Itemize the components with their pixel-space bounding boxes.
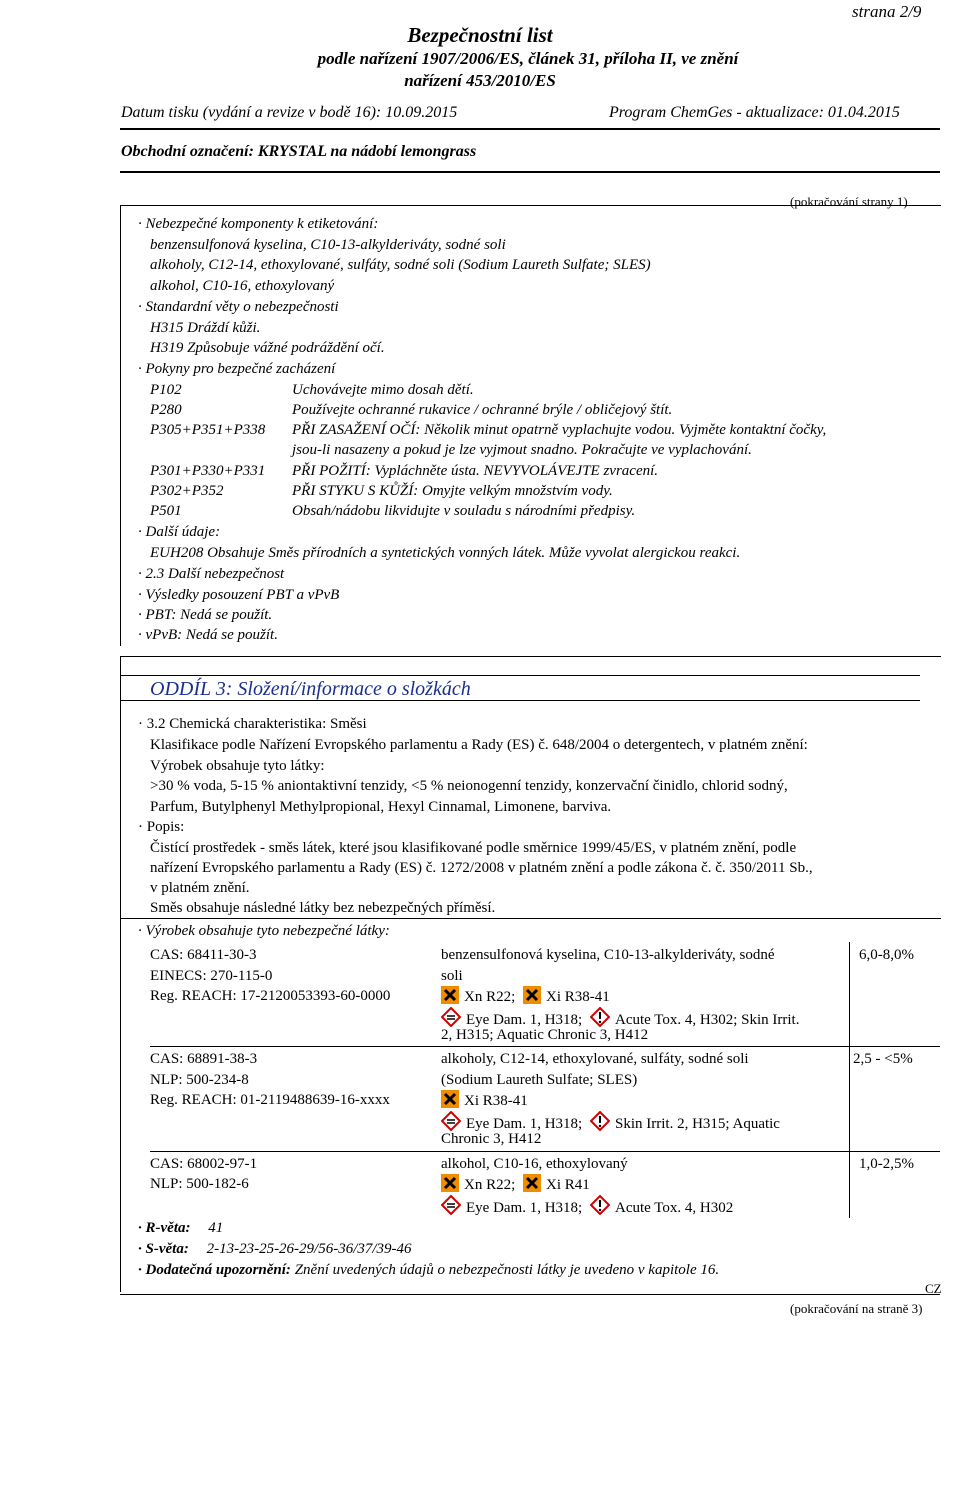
precaution-code: P301+P330+P331: [150, 463, 266, 479]
description-line-3: v platném znění.: [150, 880, 250, 896]
dsd-classification: [441, 986, 610, 1007]
precaution-code: P280: [150, 402, 182, 418]
description-line-4: Směs obsahuje následné látky bez nebezpečných příměsí.: [150, 900, 496, 916]
clp-eye-dam: Eye Dam. 1, H318;: [466, 1012, 583, 1028]
clp-classification-continued: 2, H315; Aquatic Chronic 3, H412: [441, 1027, 649, 1043]
clp-acute-tox: Acute Tox. 4, H302: [614, 1200, 734, 1216]
exclamation-diamond-icon: [590, 1195, 610, 1215]
precaution-code: P501: [150, 503, 182, 519]
s-phrase-value: 2-13-23-25-26-29/56-36/37/39-46: [206, 1241, 412, 1257]
corrosion-diamond-icon: [441, 1195, 461, 1215]
substance-name: benzensulfonová kyselina, C10-13-alkylderiváty, sodné: [441, 947, 775, 963]
precaution-text: PŘI ZASAŽENÍ OČÍ: Několik minut opatrně vyplachujte vodou. Vyjměte kontaktní čočky,: [292, 422, 827, 438]
dsd-xi: Xi R38-41: [464, 1093, 528, 1109]
clp-classification: [441, 1195, 733, 1218]
classification-line-3: >30 % voda, 5-15 % aniontaktivní tenzidy, <5 % neionogenní tenzidy, konzervační činidlo, chlorid sodný,: [150, 778, 788, 794]
corrosion-diamond-icon: [441, 1007, 461, 1027]
precaution-text: Obsah/nádobu likvidujte v souladu s národními předpisy.: [292, 503, 636, 519]
dsd-classification: [441, 1174, 590, 1195]
exclamation-diamond-icon: [590, 1007, 610, 1027]
vpvb-value: Nedá se použít.: [185, 627, 278, 643]
concentration: 1,0-2,5%: [859, 1156, 914, 1172]
substance-name: alkoholy, C12-14, ethoxylované, sulfáty, sodné soli: [441, 1051, 749, 1067]
pbt-value: Nedá se použít.: [180, 607, 273, 623]
other-hazards-heading: · 2.3 Další nebezpečnost: [138, 566, 285, 582]
additional-notes-line: [138, 1260, 719, 1280]
description-line-1: Čistící prostředek - směs látek, které jsou klasifikované podle směrnice 1999/45/ES, v platném znění, podle: [150, 840, 797, 856]
footer-rule: [120, 1294, 940, 1295]
s-phrase-label: · S-věta:: [138, 1241, 189, 1257]
s-phrase-line: [138, 1239, 412, 1259]
precaution-code: P102: [150, 382, 182, 398]
hazard-h319: H319 Způsobuje vážné podráždění očí.: [150, 340, 385, 356]
document-title: Bezpečnostní list: [407, 23, 553, 47]
table-row-divider: [150, 1151, 940, 1152]
irritant-cross-icon: [441, 1090, 459, 1108]
component-2: alkoholy, C12-14, ethoxylované, sulfáty, sodné soli (Sodium Laureth Sulfate; SLES): [150, 257, 651, 273]
clp-eye-dam: Eye Dam. 1, H318;: [466, 1116, 583, 1132]
component-3: alkohol, C10-16, ethoxylovaný: [150, 278, 335, 294]
classification-line-4: Parfum, Butylphenyl Methylpropional, Hexyl Cinnamal, Limonene, barviva.: [150, 799, 612, 815]
precaution-text: Uchovávejte mimo dosah dětí.: [292, 382, 474, 398]
description-heading: · Popis:: [138, 819, 185, 835]
chemical-characterization-heading: · 3.2 Chemická charakteristika: Směsi: [138, 716, 367, 732]
harmful-cross-icon: [441, 986, 459, 1004]
pbt-line: [138, 605, 272, 625]
header-rule: [120, 128, 940, 130]
harmful-cross-icon: [441, 1174, 459, 1192]
concentration: 2,5 - <5%: [853, 1051, 913, 1067]
classification-line-1: Klasifikace podle Nařízení Evropského parlamentu a Rady (ES) č. 648/2004 o detergentech, v platném znění:: [150, 737, 808, 753]
components-heading: · Nebezpečné komponenty k etiketování:: [138, 216, 379, 232]
cas-number: CAS: 68411-30-3: [150, 947, 257, 963]
substance-name-continued: (Sodium Laureth Sulfate; SLES): [441, 1072, 638, 1088]
additional-notes-label: · Dodatečná upozornění:: [138, 1262, 291, 1278]
print-date: Datum tisku (vydání a revize v bodě 16): 10.09.2015: [121, 104, 458, 121]
precautions-heading: · Pokyny pro bezpečné zacházení: [138, 361, 336, 377]
additional-notes-value: Znění uvedených údajů o nebezpečnosti látky je uvedeno v kapitole 16.: [294, 1262, 720, 1278]
dsd-xn: Xn R22;: [464, 989, 516, 1005]
r-phrase-label: · R-věta:: [138, 1220, 191, 1236]
nlp-number: NLP: 500-182-6: [150, 1176, 249, 1192]
cas-number: CAS: 68002-97-1: [150, 1156, 258, 1172]
nlp-number: NLP: 500-234-8: [150, 1072, 249, 1088]
clp-acute-tox: Acute Tox. 4, H302; Skin Irrit.: [614, 1012, 800, 1028]
hazard-statements-heading: · Standardní věty o nebezpečnosti: [138, 299, 339, 315]
pbt-assessment-heading: · Výsledky posouzení PBT a vPvB: [138, 587, 340, 603]
regulation-line-1: podle nařízení 1907/2006/ES, článek 31, příloha II, ve znění: [317, 49, 739, 68]
euh208-statement: EUH208 Obsahuje Směs přírodních a syntetických vonných látek. Může vyvolat alergickou reakci.: [150, 545, 741, 561]
other-info-heading: · Další údaje:: [138, 524, 221, 540]
component-1: benzensulfonová kyselina, C10-13-alkylderiváty, sodné soli: [150, 237, 506, 253]
continued-to: (pokračování na straně 3): [790, 1301, 923, 1316]
program-version: Program ChemGes - aktualizace: 01.04.2015: [609, 104, 900, 121]
clp-eye-dam: Eye Dam. 1, H318;: [466, 1200, 583, 1216]
precaution-text-continued: jsou-li nasazeny a pokud je lze vyjmout snadno. Pokračujte ve vyplachování.: [292, 442, 752, 458]
corrosion-diamond-icon: [441, 1111, 461, 1131]
dsd-xn: Xn R22;: [464, 1177, 516, 1193]
irritant-cross-icon: [523, 986, 541, 1004]
precaution-text: PŘI POŽITÍ: Vypláchněte ústa. NEVYVOLÁVEJTE zvracení.: [292, 463, 659, 479]
r-phrase-line: [138, 1218, 223, 1238]
table-column-divider: [849, 942, 850, 1218]
substance-name-continued: soli: [441, 968, 463, 984]
concentration: 6,0-8,0%: [859, 947, 914, 963]
cas-number: CAS: 68891-38-3: [150, 1051, 258, 1067]
vpvb-line: [138, 625, 278, 645]
clp-skin-irrit: Skin Irrit. 2, H315; Aquatic: [614, 1116, 780, 1132]
language-code: CZ: [925, 1281, 942, 1296]
reach-number: Reg. REACH: 01-2119488639-16-xxxx: [150, 1092, 390, 1108]
precaution-text: Používejte ochranné rukavice / ochranné brýle / obličejový štít.: [292, 402, 673, 418]
trade-name-rule: [120, 171, 940, 173]
description-line-2: nařízení Evropského parlamentu a Rady (ES) č. 1272/2008 v platném znění a podle zákona č. č. 350/2011 Sb.,: [150, 860, 813, 876]
dsd-classification: [441, 1090, 528, 1111]
pbt-label: · PBT:: [138, 607, 177, 623]
dsd-xi: Xi R41: [546, 1177, 590, 1193]
precaution-text: PŘI STYKU S KŮŽÍ: Omyjte velkým množstvím vody.: [292, 483, 613, 499]
regulation-line-2: nařízení 453/2010/ES: [404, 71, 556, 90]
page-number: strana 2/9: [852, 2, 922, 21]
r-phrase-value: 41: [208, 1220, 224, 1236]
hazardous-substances-heading: · Výrobek obsahuje tyto nebezpečné látky:: [138, 923, 390, 939]
irritant-cross-icon: [523, 1174, 541, 1192]
table-row-divider: [150, 1046, 940, 1047]
section-3-title: ODDÍL 3: Složení/informace o složkách: [121, 675, 920, 701]
reach-number: Reg. REACH: 17-2120053393-60-0000: [150, 988, 391, 1004]
hazard-h315: H315 Dráždí kůži.: [150, 320, 261, 336]
classification-line-2: Výrobek obsahuje tyto látky:: [150, 758, 325, 774]
trade-name: Obchodní označení: KRYSTAL na nádobí lemongrass: [121, 143, 477, 160]
clp-classification-continued: Chronic 3, H412: [441, 1131, 542, 1147]
einecs-number: EINECS: 270-115-0: [150, 968, 273, 984]
precaution-code: P302+P352: [150, 483, 224, 499]
continued-from: (pokračování strany 1): [790, 194, 908, 209]
substance-name: alkohol, C10-16, ethoxylovaný: [441, 1156, 628, 1172]
precaution-code: P305+P351+P338: [150, 422, 266, 438]
exclamation-diamond-icon: [590, 1111, 610, 1131]
vpvb-label: · vPvB:: [138, 627, 183, 643]
dsd-xi: Xi R38-41: [546, 989, 610, 1005]
